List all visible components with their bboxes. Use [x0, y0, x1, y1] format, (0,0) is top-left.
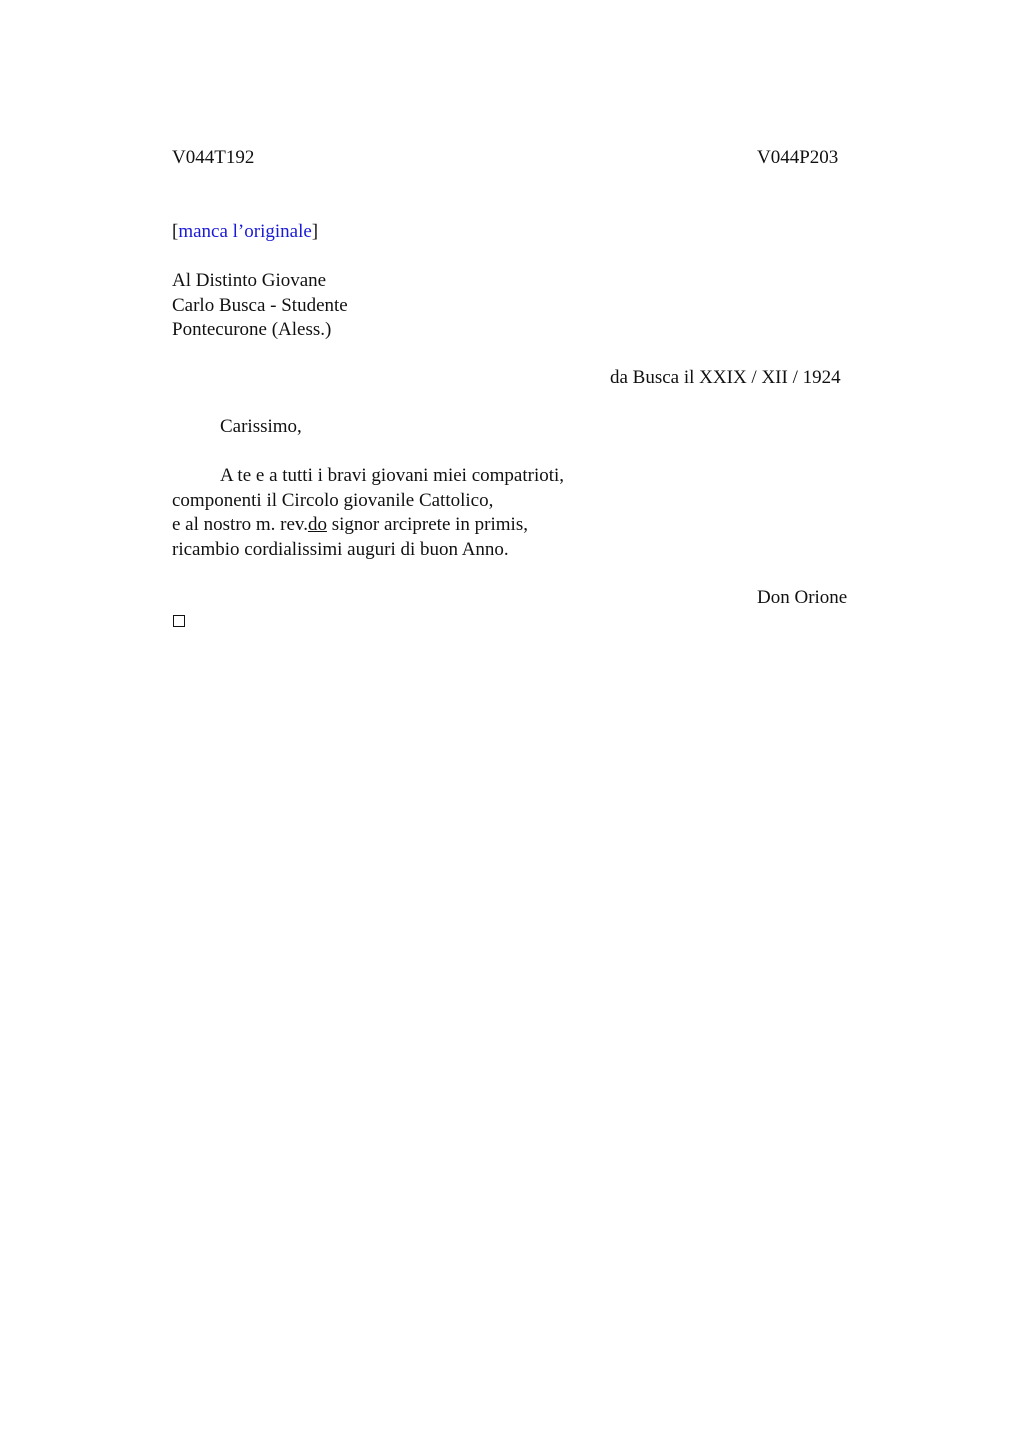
document-code-right: V044P203 [757, 147, 839, 168]
address-line-3: Pontecurone (Aless.) [172, 319, 332, 340]
letter-date: da Busca il XXIX / XII / 1924 [610, 367, 841, 388]
body-line-3-underlined: do [307, 514, 327, 535]
note-close-bracket: ] [311, 221, 319, 242]
recipient-address [172, 269, 348, 343]
letter-body [172, 464, 564, 562]
letter-greeting: Carissimo, [220, 416, 302, 437]
letter-signature: Don Orione [757, 587, 848, 608]
empty-square-icon [173, 615, 185, 627]
body-line-1: A te e a tutti i bravi giovani miei compatrioti, [220, 465, 565, 486]
body-line-4: ricambio cordialissimi auguri di buon Anno. [172, 538, 509, 560]
address-line-1: Al Distinto Giovane [172, 270, 327, 291]
editorial-note [172, 220, 318, 244]
body-line-2: componenti il Circolo giovanile Cattolico, [172, 489, 494, 511]
note-open-bracket: [ [172, 221, 179, 242]
body-line-3-start: e al nostro m. rev. [172, 514, 308, 535]
document-code-left: V044T192 [172, 147, 255, 168]
body-line-3 [172, 513, 564, 538]
body-line-3-end: signor arciprete in primis, [326, 514, 528, 535]
address-line-2: Carlo Busca - Studente [172, 294, 348, 316]
note-text: manca l’originale [178, 221, 312, 242]
